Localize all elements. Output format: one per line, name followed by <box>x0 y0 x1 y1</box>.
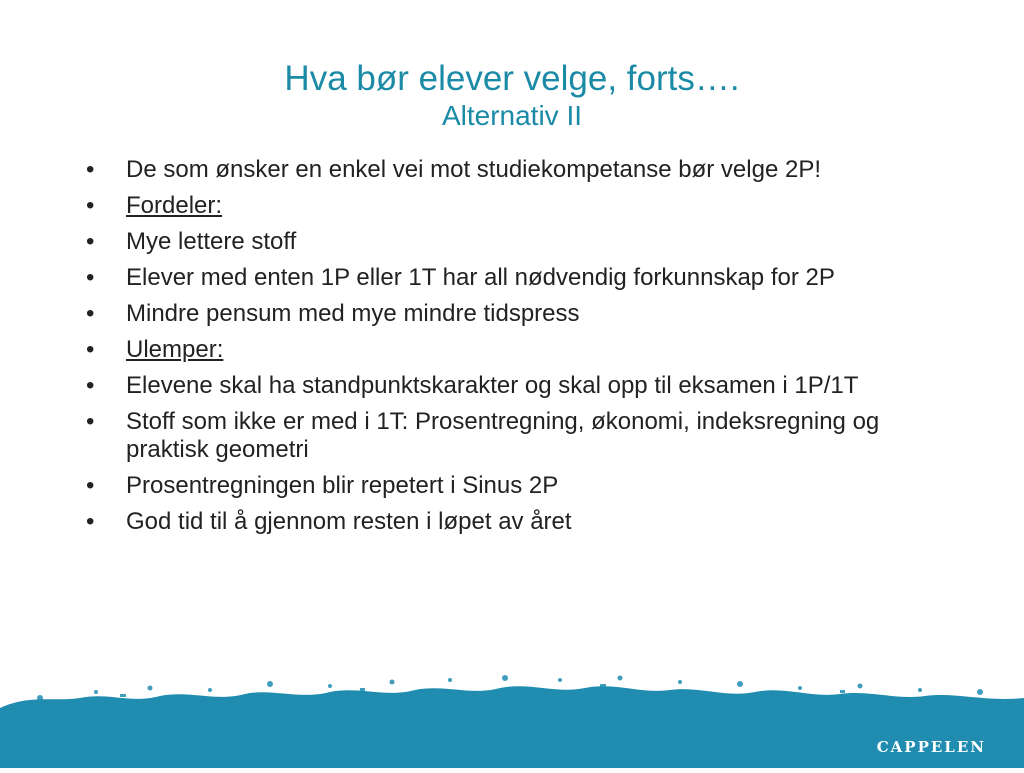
slide-title: Hva bør elever velge, forts…. <box>284 59 740 98</box>
bullet-item <box>86 264 946 292</box>
bullet-marker: • <box>86 264 95 291</box>
bullet-item <box>86 336 946 364</box>
bullet-text: Prosentregningen blir repetert i Sinus 2P <box>126 472 559 499</box>
bullet-marker: • <box>86 300 95 327</box>
bullet-item <box>86 192 946 220</box>
bullet-marker: • <box>86 508 95 535</box>
bullet-marker: • <box>86 336 95 363</box>
bullet-text: Mye lettere stoff <box>126 228 297 255</box>
bullet-item <box>86 408 946 464</box>
cappelen-logo: CAPPELEN <box>876 738 986 756</box>
bullet-marker: • <box>86 156 95 183</box>
bullet-text: Elevene skal ha standpunktskarakter og skal opp til eksamen i 1P/1T <box>126 372 859 399</box>
bullet-text: De som ønsker en enkel vei mot studiekompetanse bør velge 2P! <box>126 156 821 183</box>
bullet-text: Elever med enten 1P eller 1T har all nødvendig forkunnskap for 2P <box>126 264 835 291</box>
bullet-marker: • <box>86 472 95 499</box>
bullet-item <box>86 472 946 500</box>
bullet-list <box>86 156 946 544</box>
bullet-item <box>86 372 946 400</box>
bullet-text: God tid til å gjennom resten i løpet av året <box>126 508 572 535</box>
slide-subtitle: Alternativ II <box>441 100 583 131</box>
bullet-text-fordeler: Fordeler: <box>126 192 223 219</box>
bullet-marker: • <box>86 408 95 435</box>
bullet-text: Mindre pensum med mye mindre tidspress <box>126 300 580 327</box>
bullet-marker: • <box>86 192 95 219</box>
bullet-text-ulemper: Ulemper: <box>126 336 224 363</box>
bullet-item <box>86 300 946 328</box>
wave-decoration <box>0 668 1024 768</box>
bullet-item <box>86 228 946 256</box>
bullet-item <box>86 508 946 536</box>
bullet-item <box>86 156 946 184</box>
bullet-marker: • <box>86 372 95 399</box>
bullet-text: Stoff som ikke er med i 1T: Prosentregning, økonomi, indeksregning og praktisk geometri <box>126 408 880 463</box>
title-block <box>0 58 1024 132</box>
bullet-marker: • <box>86 228 95 255</box>
footer-wave-band <box>0 668 1024 768</box>
